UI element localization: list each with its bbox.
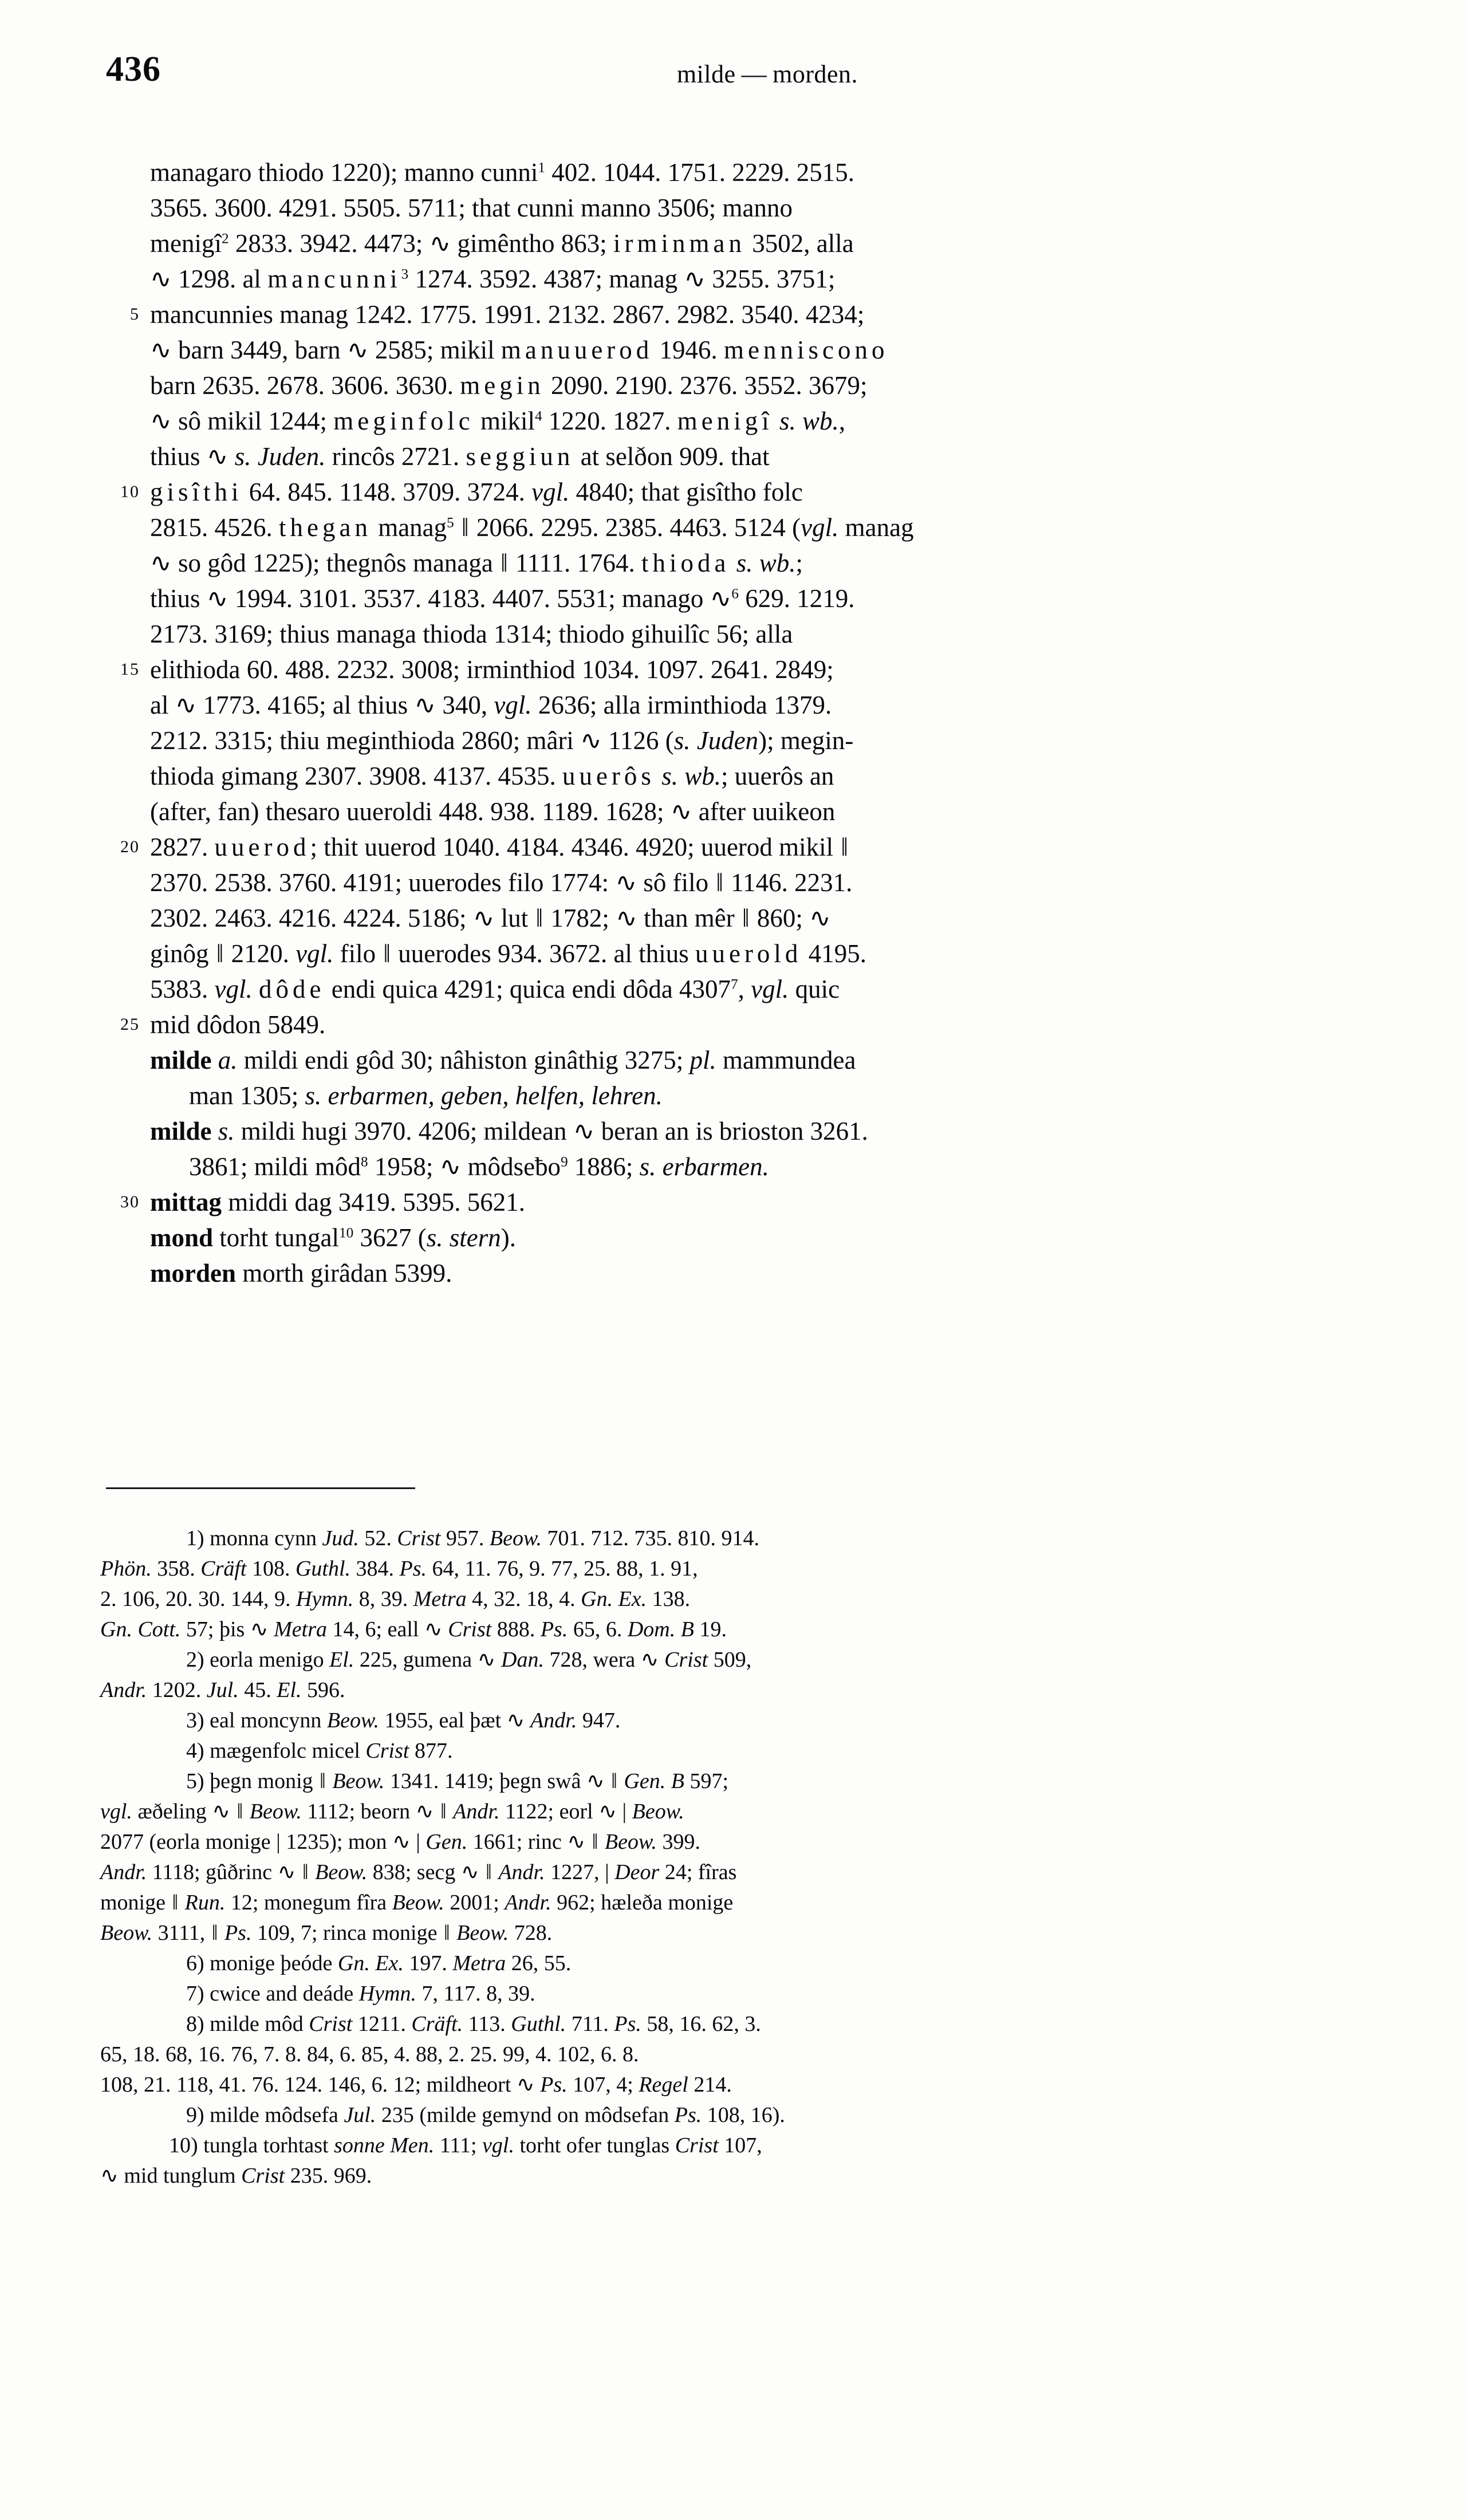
- footnote-line: vgl. æðeling ∿ ‖ Beow. 1112; beorn ∿ ‖ Andr. 1122; eorl ∿ | Beow.: [100, 1800, 684, 1824]
- body-line-text: mid dôdon 5849.: [150, 1010, 326, 1039]
- body-line-text: elithioda 60. 488. 2232. 3008; irminthiod 1034. 1097. 2641. 2849;: [150, 655, 834, 684]
- line-number-20: 20: [120, 837, 140, 856]
- body-line: [150, 687, 1347, 723]
- footnote-line: Gn. Cott. 57; þis ∿ Metra 14, 6; eall ∿ Crist 888. Ps. 65, 6. Dom. B 19.: [100, 1617, 727, 1641]
- footnote-line: Beow. 3111, ‖ Ps. 109, 7; rinca monige ‖ Beow. 728.: [100, 1921, 553, 1945]
- body-line-text: 2815. 4526. thegan manag$^5$ ‖ 2066. 2295. 2385. 4463. 5124 (vgl. manag: [150, 513, 914, 542]
- body-line: [150, 439, 1347, 474]
- footnote-line: 2. 106, 20. 30. 144, 9. Hymn. 8, 39. Metra 4, 32. 18, 4. Gn. Ex. 138.: [100, 1587, 691, 1611]
- body-line: [150, 510, 1347, 545]
- body-line: [150, 900, 1347, 936]
- body-line: [150, 545, 1347, 581]
- footnote-line: 10) tungla torhtast sonne Men. 111; vgl. torht ofer tunglas Crist 107,: [169, 2133, 762, 2157]
- body-line: [150, 794, 1347, 829]
- footnotes-block: [100, 1523, 1369, 2191]
- dictionary-entry: [150, 1078, 1347, 1113]
- body-line-text: ginôg ‖ 2120. vgl. filo ‖ uuerodes 934. 3672. al thius uuerold 4195.: [150, 939, 866, 968]
- running-head-dash: —: [741, 60, 767, 88]
- entry-text: mittag middi dag 3419. 5395. 5621.: [150, 1188, 525, 1216]
- body-line-text: 2827. uuerod; thit uuerod 1040. 4184. 4346. 4920; uuerod mikil ‖: [150, 833, 849, 861]
- footnote-line: 2) eorla menigo El. 225, gumena ∿ Dan. 728, wera ∿ Crist 509,: [186, 1648, 752, 1672]
- footnote-separator-rule: [106, 1487, 415, 1489]
- body-line-text: thius ∿ 1994. 3101. 3537. 4183. 4407. 5531; manago ∿$^6$ 629. 1219.: [150, 584, 855, 613]
- entry-text: mond torht tungal$^{10}$ 3627 (s. stern).: [150, 1223, 516, 1252]
- body-line: [150, 190, 1347, 226]
- body-line-text: thius ∿ s. Juden. rincôs 2721. seggiun at selðon 909. that: [150, 442, 770, 471]
- dictionary-entry: [150, 1255, 1347, 1291]
- body-line: [150, 261, 1347, 297]
- body-line-text: 5383. vgl. dôde endi quica 4291; quica endi dôda 4307$^7$, vgl. quic: [150, 975, 840, 1003]
- footnote-line: 108, 21. 118, 41. 76. 124. 146, 6. 12; mildheort ∿ Ps. 107, 4; Regel 214.: [100, 2073, 732, 2097]
- footnote-line: 9) milde môdsefa Jul. 235 (milde gemynd on môdsefan Ps. 108, 16).: [186, 2103, 785, 2127]
- footnote-line: 5) þegn monig ‖ Beow. 1341. 1419; þegn swâ ∿ ‖ Gen. B 597;: [186, 1769, 729, 1793]
- body-line-text: ∿ 1298. al mancunni$^3$ 1274. 3592. 4387; manag ∿ 3255. 3751;: [150, 265, 836, 293]
- line-number-15: 15: [120, 660, 140, 679]
- dictionary-entry: [150, 1220, 1347, 1255]
- body-line: [150, 865, 1347, 900]
- body-line-text: gisîthi 64. 845. 1148. 3709. 3724. vgl. 4840; that gisîtho folc: [150, 478, 803, 506]
- footnote-line: Andr. 1202. Jul. 45. El. 596.: [100, 1678, 345, 1702]
- footnote-line: 3) eal moncynn Beow. 1955, eal þæt ∿ Andr. 947.: [186, 1708, 621, 1732]
- body-line: [120, 474, 1347, 510]
- body-line-text: mancunnies manag 1242. 1775. 1991. 2132. 2867. 2982. 3540. 4234;: [150, 300, 865, 329]
- footnote-line: monige ‖ Run. 12; monegum fîra Beow. 2001; Andr. 962; hæleða monige: [100, 1891, 734, 1915]
- entry-text: morden morth girâdan 5399.: [150, 1259, 452, 1287]
- page-header: [0, 52, 1466, 97]
- footnote-line: 4) mægenfolc micel Crist 877.: [186, 1739, 453, 1763]
- headword-entries: [120, 1042, 1347, 1291]
- body-lines: [120, 155, 1347, 1042]
- body-line: [150, 581, 1347, 616]
- footnote-line: 65, 18. 68, 16. 76, 7. 8. 84, 6. 85, 4. 88, 2. 25. 99, 4. 102, 6. 8.: [100, 2042, 639, 2066]
- body-line-text: al ∿ 1773. 4165; al thius ∿ 340, vgl. 2636; alla irminthioda 1379.: [150, 691, 832, 719]
- body-line-text: 3565. 3600. 4291. 5505. 5711; that cunni manno 3506; manno: [150, 194, 793, 222]
- entry-text: man 1305; s. erbarmen, geben, helfen, lehren.: [189, 1081, 663, 1110]
- body-line: [150, 758, 1347, 794]
- body-line-text: 2302. 2463. 4216. 4224. 5186; ∿ lut ‖ 1782; ∿ than mêr ‖ 860; ∿: [150, 904, 831, 932]
- body-line-text: ∿ sô mikil 1244; meginfolc mikil$^4$ 1220. 1827. menigî s. wb.,: [150, 407, 846, 435]
- footnote-line: 1) monna cynn Jud. 52. Crist 957. Beow. 701. 712. 735. 810. 914.: [186, 1526, 759, 1550]
- body-line: [150, 332, 1347, 368]
- entry-text: milde s. mildi hugi 3970. 4206; mildean ∿ beran an is brioston 3261.: [150, 1117, 868, 1145]
- footnote-line: ∿ mid tunglum Crist 235. 969.: [100, 2164, 372, 2188]
- line-number-10: 10: [120, 482, 140, 501]
- body-line: [150, 971, 1347, 1007]
- line-number-30: 30: [120, 1192, 140, 1211]
- body-line: [120, 1007, 1347, 1042]
- body-line: [150, 403, 1347, 439]
- body-line: [150, 368, 1347, 403]
- main-text-block: [120, 155, 1347, 1291]
- body-line: [150, 936, 1347, 971]
- dictionary-entry: [120, 1184, 1347, 1220]
- body-line: [130, 297, 1347, 332]
- body-line: [120, 829, 1347, 865]
- body-line: [150, 616, 1347, 652]
- body-line-text: ∿ so gôd 1225); thegnôs managa ‖ 1111. 1764. thioda s. wb.;: [150, 549, 803, 577]
- body-line-text: barn 2635. 2678. 3606. 3630. megin 2090. 2190. 2376. 3552. 3679;: [150, 371, 868, 400]
- body-line-text: 2370. 2538. 3760. 4191; uuerodes filo 1774: ∿ sô filo ‖ 1146. 2231.: [150, 868, 853, 897]
- footnote-lines: [100, 1523, 1369, 2191]
- body-line: [150, 226, 1347, 261]
- body-line-text: 2212. 3315; thiu meginthioda 2860; mâri ∿ 1126 (s. Juden); megin-: [150, 726, 854, 755]
- body-line-text: (after, fan) thesaro uueroldi 448. 938. 1189. 1628; ∿ after uuikeon: [150, 797, 836, 826]
- running-head-left: milde: [676, 60, 736, 88]
- entry-text: milde a. mildi endi gôd 30; nâhiston ginâthig 3275; pl. mammundea: [150, 1046, 856, 1074]
- running-head-right: morden.: [773, 60, 858, 88]
- body-line-text: managaro thiodo 1220); manno cunni$^1$ 402. 1044. 1751. 2229. 2515.: [150, 158, 854, 187]
- line-number-5: 5: [130, 305, 140, 324]
- folio-number: 436: [106, 50, 161, 89]
- footnote-line: 2077 (eorla monige | 1235); mon ∿ | Gen. 1661; rinc ∿ ‖ Beow. 399.: [100, 1830, 700, 1854]
- body-line-text: 2173. 3169; thius managa thioda 1314; thiodo gihuilîc 56; alla: [150, 620, 793, 648]
- running-head: [0, 60, 1466, 89]
- body-line-text: ∿ barn 3449, barn ∿ 2585; mikil manuuerod 1946. menniscono: [150, 336, 889, 364]
- body-line-text: menigî$^2$ 2833. 3942. 4473; ∿ gimêntho 863; irminman 3502, alla: [150, 229, 854, 258]
- footnote-line: 7) cwice and deáde Hymn. 7, 117. 8, 39.: [186, 1982, 535, 2006]
- footnote-line: Andr. 1118; gûðrinc ∿ ‖ Beow. 838; secg ∿ ‖ Andr. 1227, | Deor 24; fîras: [100, 1860, 737, 1884]
- body-line: [120, 652, 1347, 687]
- footnote-line: 8) milde môd Crist 1211. Cräft. 113. Guthl. 711. Ps. 58, 16. 62, 3.: [186, 2012, 761, 2036]
- body-line-text: thioda gimang 2307. 3908. 4137. 4535. uuerôs s. wb.; uuerôs an: [150, 762, 834, 790]
- body-line: [150, 723, 1347, 758]
- dictionary-entry: [150, 1042, 1347, 1078]
- dictionary-entry: [150, 1113, 1347, 1149]
- footnote-line: Phön. 358. Cräft 108. Guthl. 384. Ps. 64, 11. 76, 9. 77, 25. 88, 1. 91,: [100, 1557, 698, 1581]
- body-line: [150, 155, 1347, 190]
- line-number-25: 25: [120, 1015, 140, 1034]
- dictionary-entry: [150, 1149, 1347, 1184]
- entry-text: 3861; mildi môd$^8$ 1958; ∿ môdseƀo$^9$ 1886; s. erbarmen.: [189, 1152, 769, 1181]
- footnote-line: 6) monige þeóde Gn. Ex. 197. Metra 26, 55.: [186, 1951, 572, 1975]
